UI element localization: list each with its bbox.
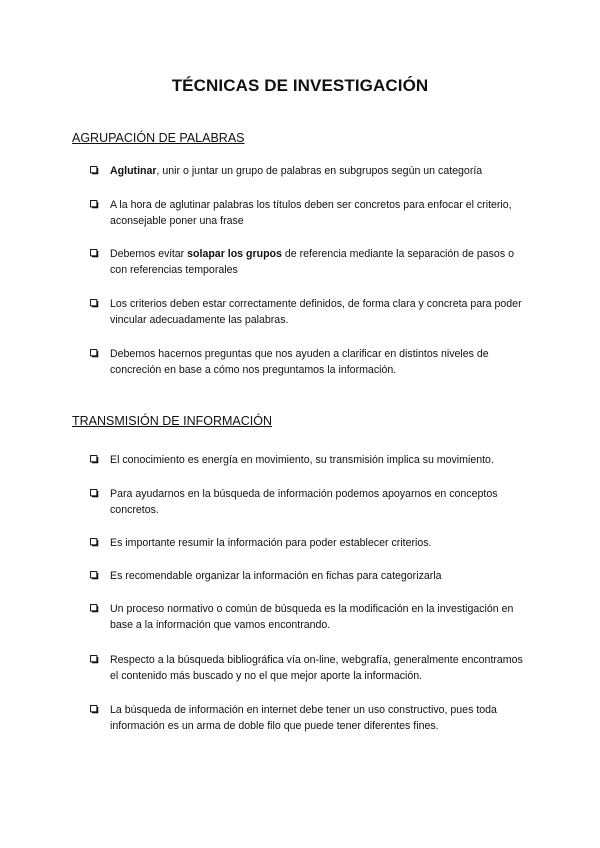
list-item-text-part: de referencia mediante la separación de pasos o con referencias temporales bbox=[110, 248, 514, 276]
list-item-text-part: Los criterios deben estar correctamente definidos, de forma clara y concreta para poder vincular adecuadamente las palabras. bbox=[110, 298, 522, 326]
list-item bbox=[90, 601, 530, 633]
list-item bbox=[90, 163, 530, 179]
list-item bbox=[90, 452, 530, 468]
checkbox-bullet-icon bbox=[90, 200, 99, 209]
list-item bbox=[90, 702, 530, 734]
list-item bbox=[90, 246, 530, 278]
list-item-text-part: Es recomendable organizar la información en fichas para categorizarla bbox=[110, 570, 442, 582]
list-item-text bbox=[110, 197, 530, 229]
list-item-bold-text: solapar los grupos bbox=[187, 248, 282, 260]
checkbox-bullet-icon bbox=[90, 655, 99, 664]
list-item-text-part: Un proceso normativo o común de búsqueda es la modificación en la investigación en base a la información que vamos encontrando. bbox=[110, 603, 514, 631]
list-item-text-part: A la hora de aglutinar palabras los títulos deben ser concretos para enfocar el criterio, aconsejable poner una frase bbox=[110, 199, 512, 227]
list-item-text-part: El conocimiento es energía en movimiento, su transmisión implica su movimiento. bbox=[110, 454, 494, 466]
list-item-text-part: , unir o juntar un grupo de palabras en subgrupos según un categoría bbox=[156, 165, 483, 177]
checkbox-bullet-icon bbox=[90, 166, 99, 175]
list-item bbox=[90, 535, 530, 551]
section-heading-transmision: TRANSMISIÓN DE INFORMACIÓN bbox=[72, 414, 273, 428]
list-item bbox=[90, 652, 530, 684]
checkbox-bullet-icon bbox=[90, 299, 99, 308]
list-item-text-part: Respecto a la búsqueda bibliográfica vía on-line, webgrafía, generalmente encontramos el contenido más buscado y no el que mejor aporte la información. bbox=[110, 654, 523, 682]
list-item bbox=[90, 197, 530, 229]
list-item-text bbox=[110, 568, 530, 584]
list-item bbox=[90, 296, 530, 328]
list-item-text bbox=[110, 163, 530, 179]
checkbox-bullet-icon bbox=[90, 604, 99, 613]
list-item-text bbox=[110, 702, 530, 734]
list-item-text-part: Debemos evitar bbox=[110, 248, 188, 260]
list-item-bold-text: Aglutinar bbox=[110, 165, 157, 177]
list-item-text-part: Es importante resumir la información para poder establecer criterios. bbox=[110, 537, 432, 549]
list-item-text bbox=[110, 452, 530, 468]
list-item-text bbox=[110, 346, 530, 378]
checkbox-bullet-icon bbox=[90, 571, 99, 580]
section-heading-agrupacion: AGRUPACIÓN DE PALABRAS bbox=[72, 131, 245, 145]
list-item bbox=[90, 346, 530, 378]
list-item bbox=[90, 486, 530, 518]
list-item-text bbox=[110, 246, 530, 278]
checkbox-bullet-icon bbox=[90, 455, 99, 464]
list-item-text bbox=[110, 535, 530, 551]
page-title: TÉCNICAS DE INVESTIGACIÓN bbox=[171, 76, 429, 95]
checkbox-bullet-icon bbox=[90, 538, 99, 547]
checkbox-bullet-icon bbox=[90, 705, 99, 714]
list-item-text bbox=[110, 486, 530, 518]
list-item-text-part: Para ayudarnos en la búsqueda de información podemos apoyarnos en conceptos concretos. bbox=[110, 488, 498, 516]
checkbox-bullet-icon bbox=[90, 489, 99, 498]
list-item-text bbox=[110, 296, 530, 328]
list-item bbox=[90, 568, 530, 584]
list-item-text-part: Debemos hacernos preguntas que nos ayuden a clarificar en distintos niveles de concreción en base a cómo nos preguntamos la información. bbox=[110, 348, 489, 376]
list-item-text bbox=[110, 601, 530, 633]
checkbox-bullet-icon bbox=[90, 349, 99, 358]
checkbox-bullet-icon bbox=[90, 249, 99, 258]
list-item-text-part: La búsqueda de información en internet debe tener un uso constructivo, pues toda información es un arma de doble filo que puede tener diferentes fines. bbox=[110, 704, 497, 732]
list-item-text bbox=[110, 652, 530, 684]
